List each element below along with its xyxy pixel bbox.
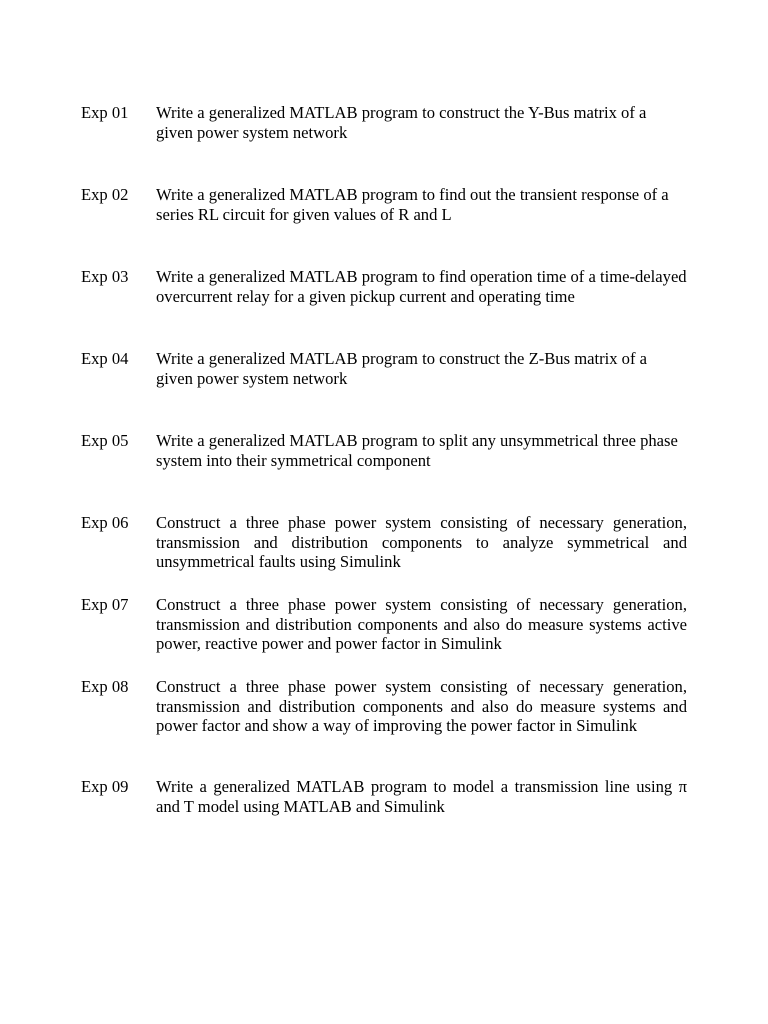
experiment-description: Construct a three phase power system consisting of necessary generation, transmission and distribution components to analyze symmetrical and unsymmetrical faults using Simulink — [156, 513, 687, 572]
experiment-item-08 — [81, 677, 687, 736]
experiment-description: Write a generalized MATLAB program to construct the Z-Bus matrix of a given power system network — [156, 349, 647, 388]
experiment-label: Exp 08 — [81, 677, 129, 696]
experiment-item-07 — [81, 595, 687, 654]
experiment-label: Exp 02 — [81, 185, 129, 204]
experiment-label: Exp 04 — [81, 349, 129, 368]
experiment-item-02 — [81, 185, 687, 224]
experiment-label: Exp 06 — [81, 513, 129, 532]
experiment-description: Write a generalized MATLAB program to split any unsymmetrical three phase system into their symmetrical component — [156, 431, 678, 470]
experiment-description: Write a generalized MATLAB program to model a transmission line using π and T model using MATLAB and Simulink — [156, 777, 687, 816]
experiment-label: Exp 05 — [81, 431, 129, 450]
experiment-description: Construct a three phase power system consisting of necessary generation, transmission and distribution components and also do measure systems active power, reactive power and power factor in Simulink — [156, 595, 687, 654]
experiment-item-03 — [81, 267, 687, 306]
experiment-description: Construct a three phase power system consisting of necessary generation, transmission and distribution components and also do measure systems and power factor and show a way of improving the power factor in Simulink — [156, 677, 687, 736]
experiment-item-05 — [81, 431, 687, 470]
experiment-label: Exp 09 — [81, 777, 129, 796]
experiment-item-04 — [81, 349, 687, 388]
experiment-label: Exp 03 — [81, 267, 129, 286]
experiment-label: Exp 07 — [81, 595, 129, 614]
experiment-description: Write a generalized MATLAB program to find operation time of a time-delayed overcurrent relay for a given pickup current and operating time — [156, 267, 687, 306]
experiment-label: Exp 01 — [81, 103, 129, 122]
experiment-item-06 — [81, 513, 687, 572]
experiment-description: Write a generalized MATLAB program to find out the transient response of a series RL circuit for given values of R and L — [156, 185, 669, 224]
experiment-item-01 — [81, 103, 687, 142]
experiment-item-09 — [81, 777, 687, 816]
experiment-description: Write a generalized MATLAB program to construct the Y-Bus matrix of a given power system network — [156, 103, 647, 142]
